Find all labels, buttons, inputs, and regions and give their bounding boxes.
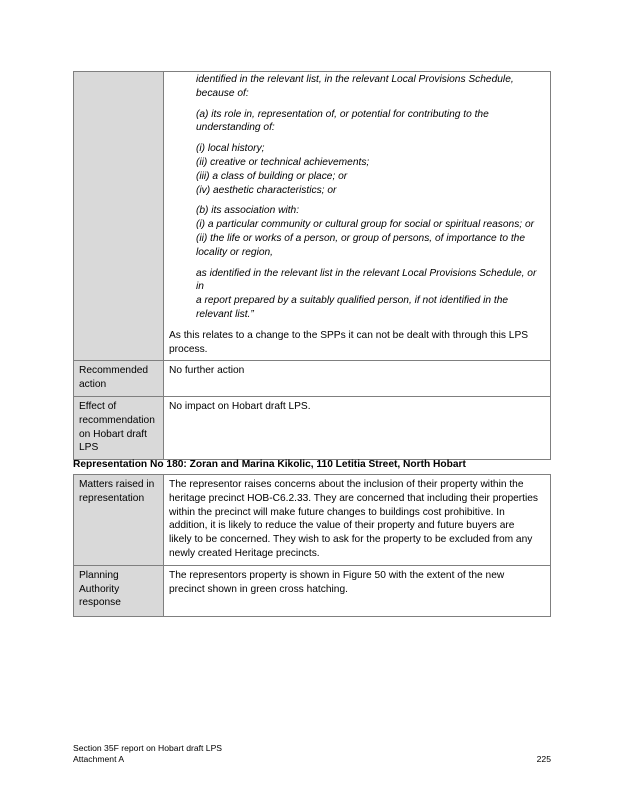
- label-line: response: [79, 597, 121, 609]
- page-footer: [73, 743, 551, 765]
- label-line: Recommended: [79, 365, 149, 377]
- text-line: locality or region,: [196, 246, 274, 258]
- content-cell: [164, 475, 551, 566]
- text-line: (b) its association with:: [196, 205, 300, 217]
- text-line: (iii) a class of building or place; or: [196, 170, 348, 182]
- table-row: [74, 72, 551, 361]
- section-heading: Representation No 180: Zoran and Marina Kikolic, 110 Letitia Street, North Hobart: [73, 459, 466, 470]
- quote-paragraph: [196, 108, 545, 136]
- content-cell: [164, 72, 551, 361]
- text-line: (a) its role in, representation of, or potential for contributing to the: [196, 108, 489, 120]
- page-number: 225: [536, 754, 551, 764]
- quoted-clause: [169, 73, 545, 322]
- label-line: LPS: [79, 442, 99, 454]
- text-line: heritage precinct HOB-C6.2.33. They are concerned that including their properties: [169, 492, 539, 504]
- quote-paragraph: [196, 267, 545, 322]
- text-line: precinct shown in green cross hatching.: [169, 583, 348, 595]
- text-line: The representors property is shown in Figure 50 with the extent of the new: [169, 569, 505, 581]
- label-cell: [74, 475, 164, 566]
- table-row: [74, 396, 551, 459]
- label-line: Planning: [79, 569, 119, 581]
- text-line: because of:: [196, 87, 249, 99]
- label-line: Matters raised in: [79, 479, 155, 490]
- label-line: recommendation: [79, 414, 155, 426]
- representation-table: [73, 474, 551, 617]
- text-line: (iv) aesthetic characteristics; or: [196, 184, 337, 196]
- content-cell: [164, 565, 551, 616]
- content-cell: No impact on Hobart draft LPS.: [164, 396, 551, 459]
- quote-paragraph: [196, 204, 545, 259]
- text-line: As this relates to a change to the SPPs it can not be dealt with through this LPS: [169, 329, 529, 341]
- quote-paragraph: [196, 142, 545, 197]
- text-line: (i) a particular community or cultural group for social or spiritual reasons; or: [196, 219, 535, 231]
- label-cell: [74, 565, 164, 616]
- text-line: newly created Heritage precincts.: [169, 547, 320, 559]
- footer-line: Attachment A: [73, 754, 125, 764]
- label-line: Authority: [79, 583, 120, 595]
- label-line: Effect of: [79, 400, 117, 412]
- text-line: understanding of:: [196, 122, 275, 134]
- label-cell-empty: [74, 72, 164, 361]
- representation-table-continued: [73, 71, 551, 460]
- footer-line: Section 35F report on Hobart draft LPS: [73, 743, 223, 753]
- text-line: (i) local history;: [196, 143, 265, 155]
- label-line: action: [79, 379, 107, 391]
- text-line: (ii) the life or works of a person, or group of persons, of importance to the: [196, 232, 525, 244]
- label-cell: [74, 396, 164, 459]
- table-row: [74, 475, 551, 566]
- text-line: process.: [169, 343, 208, 355]
- text-line: addition, it is likely to reduce the value of their property and future buyers are: [169, 520, 515, 532]
- text-line: The representor raises concerns about the inclusion of their property within the: [169, 479, 524, 490]
- text-line: (ii) creative or technical achievements;: [196, 156, 370, 168]
- text-line: a report prepared by a suitably qualified person, if not identified in the: [196, 295, 509, 307]
- quote-paragraph: [196, 73, 545, 101]
- label-line: on Hobart draft: [79, 428, 147, 440]
- text-line: within the precinct will make future changes to buildings cost prohibitive. In: [169, 506, 505, 518]
- label-line: representation: [79, 492, 145, 504]
- text-line: identified in the relevant list, in the relevant Local Provisions Schedule,: [196, 74, 514, 85]
- table-row: [74, 361, 551, 397]
- note-paragraph: [169, 329, 545, 357]
- label-cell: [74, 361, 164, 397]
- text-line: likely to be concerned. They wish to ask for the property to be excluded from any: [169, 534, 533, 546]
- text-line: relevant list.”: [196, 308, 254, 320]
- text-line: as identified in the relevant list in the relevant Local Provisions Schedule, or in: [196, 267, 537, 293]
- content-cell: No further action: [164, 361, 551, 397]
- table-row: [74, 565, 551, 616]
